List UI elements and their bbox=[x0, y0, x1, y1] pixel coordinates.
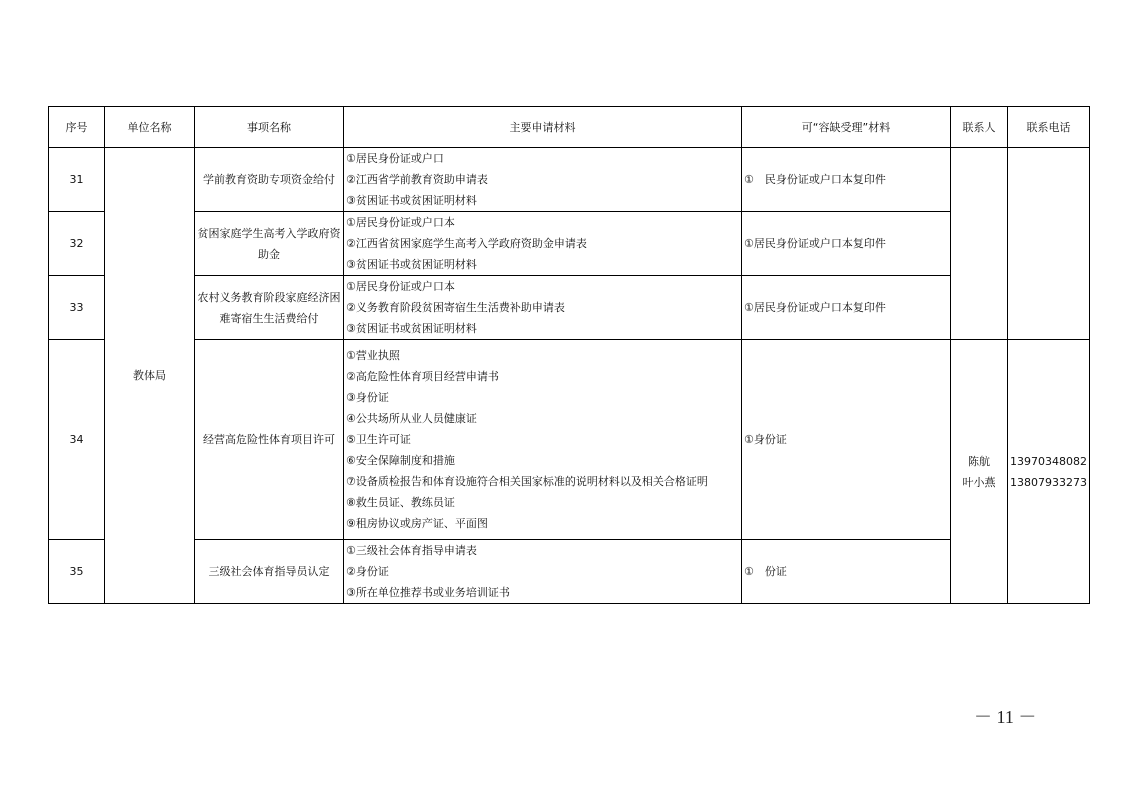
item-cell: 经营高危险性体育项目许可 bbox=[195, 340, 344, 540]
contact-cell-empty bbox=[951, 148, 1008, 340]
contact-name: 陈航 bbox=[968, 454, 990, 468]
material-item: ①居民身份证或户口 bbox=[346, 152, 444, 165]
material-item: ⑧救生员证、教练员证 bbox=[346, 496, 455, 509]
material-item: ②高危险性体育项目经营申请书 bbox=[346, 370, 499, 383]
table-row bbox=[49, 148, 1090, 212]
material-item: ⑥安全保障制度和措施 bbox=[346, 454, 455, 467]
header-row bbox=[49, 107, 1090, 148]
material-item: ⑤卫生许可证 bbox=[346, 433, 411, 446]
material-item: ③身份证 bbox=[346, 391, 389, 404]
material-item: ④公共场所从业人员健康证 bbox=[346, 412, 477, 425]
header-seq: 序号 bbox=[49, 107, 105, 148]
material-item: ⑨租房协议或房产证、平面图 bbox=[346, 517, 488, 530]
seq-cell: 34 bbox=[49, 340, 105, 540]
seq-cell: 31 bbox=[49, 148, 105, 212]
table-row bbox=[49, 340, 1090, 540]
material-item: ②江西省贫困家庭学生高考入学政府资助金申请表 bbox=[346, 237, 587, 250]
material-item: ②身份证 bbox=[346, 565, 389, 578]
materials-cell bbox=[344, 276, 742, 340]
page-number: － 11 － bbox=[974, 707, 1037, 727]
seq-cell: 33 bbox=[49, 276, 105, 340]
header-fallback: 可“容缺受理”材料 bbox=[742, 107, 951, 148]
seq-cell: 35 bbox=[49, 540, 105, 604]
material-item: ①居民身份证或户口本 bbox=[346, 216, 455, 229]
item-cell: 三级社会体育指导员认定 bbox=[195, 540, 344, 604]
materials-cell bbox=[344, 340, 742, 540]
fallback-cell: ① 份证 bbox=[742, 540, 951, 604]
contact-phones bbox=[1010, 451, 1087, 493]
table-row bbox=[49, 276, 1090, 340]
materials-cell bbox=[344, 148, 742, 212]
material-item: ③贫困证书或贫困证明材料 bbox=[346, 322, 477, 335]
material-item: ①居民身份证或户口本 bbox=[346, 280, 455, 293]
header-materials: 主要申请材料 bbox=[344, 107, 742, 148]
fallback-cell: ①身份证 bbox=[742, 340, 951, 540]
fallback-cell: ①居民身份证或户口本复印件 bbox=[742, 276, 951, 340]
header-phone: 联系电话 bbox=[1008, 107, 1090, 148]
phone-cell bbox=[1008, 340, 1090, 604]
materials-table bbox=[48, 106, 1090, 604]
item-cell: 学前教育资助专项资金给付 bbox=[195, 148, 344, 212]
material-item: ②江西省学前教育资助申请表 bbox=[346, 173, 488, 186]
table-row bbox=[49, 212, 1090, 276]
unit-cell: 教体局 bbox=[105, 148, 195, 604]
phone-cell-empty bbox=[1008, 148, 1090, 340]
contact-name: 叶小燕 bbox=[962, 475, 996, 489]
fallback-cell: ①居民身份证或户口本复印件 bbox=[742, 212, 951, 276]
contact-phone: 13970348082 bbox=[1010, 454, 1087, 468]
materials-cell bbox=[344, 212, 742, 276]
material-item: ②义务教育阶段贫困寄宿生生活费补助申请表 bbox=[346, 301, 565, 314]
seq-cell: 32 bbox=[49, 212, 105, 276]
item-cell: 贫困家庭学生高考入学政府资助金 bbox=[195, 212, 344, 276]
header-item: 事项名称 bbox=[195, 107, 344, 148]
fallback-cell: ① 民身份证或户口本复印件 bbox=[742, 148, 951, 212]
material-item: ③所在单位推荐书或业务培训证书 bbox=[346, 586, 510, 599]
table-row bbox=[49, 540, 1090, 604]
material-item: ③贫困证书或贫困证明材料 bbox=[346, 258, 477, 271]
header-contact: 联系人 bbox=[951, 107, 1008, 148]
material-item: ⑦设备质检报告和体育设施符合相关国家标准的说明材料以及相关合格证明 bbox=[346, 475, 708, 488]
contact-names bbox=[953, 451, 1005, 493]
contact-phone: 13807933273 bbox=[1010, 475, 1087, 489]
contact-cell bbox=[951, 340, 1008, 604]
material-item: ①营业执照 bbox=[346, 349, 400, 362]
header-unit: 单位名称 bbox=[105, 107, 195, 148]
material-item: ①三级社会体育指导申请表 bbox=[346, 544, 477, 557]
materials-cell bbox=[344, 540, 742, 604]
material-item: ③贫困证书或贫困证明材料 bbox=[346, 194, 477, 207]
item-cell: 农村义务教育阶段家庭经济困难寄宿生生活费给付 bbox=[195, 276, 344, 340]
